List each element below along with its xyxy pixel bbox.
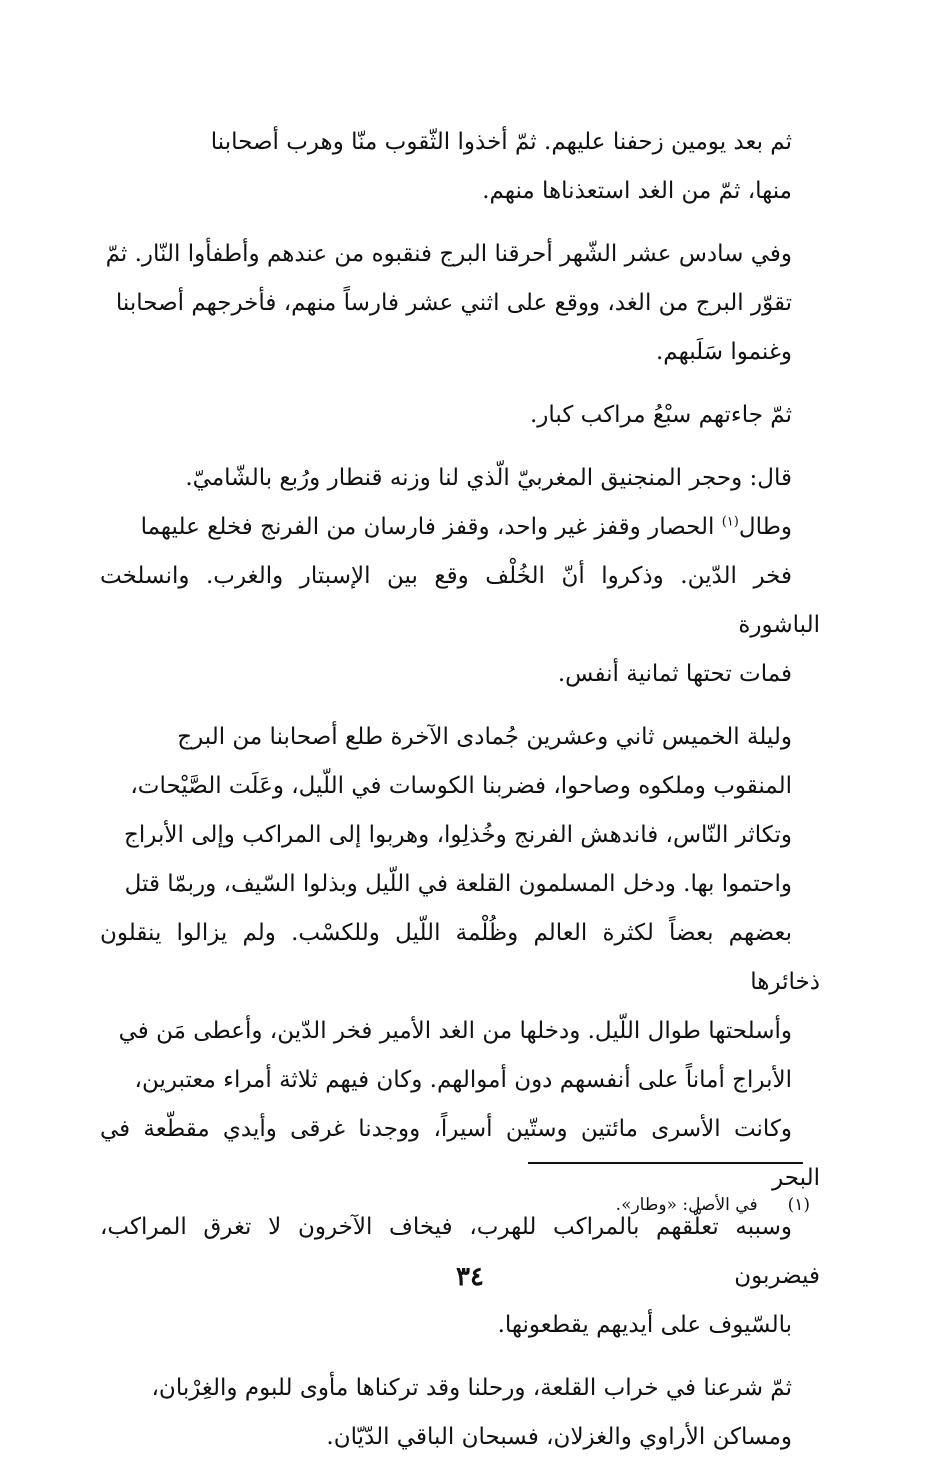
text-line: قال: وحجر المنجنيق المغربيّ الّذي لنا وزنه قنطار ورُبع بالشّاميّ. xyxy=(185,465,792,491)
text-line: وتكاثر النّاس، فاندهش الفرنج وخُذلِوا، وهربوا إلى المراكب وإلى الأبراج xyxy=(124,822,792,848)
text-line xyxy=(100,503,820,552)
footnote-divider xyxy=(528,1162,803,1164)
footnote-text: في الأصل: «وطار». xyxy=(615,1195,758,1215)
text-line: واحتموا بها. ودخل المسلمون القلعة في اللّيل وبذلوا السّيف، وربمّا قتل xyxy=(124,871,792,897)
text-line: ومساكن الأراوي والغزلان، فسبحان الباقي الدّيّان. xyxy=(326,1424,792,1450)
paragraph xyxy=(100,391,820,440)
text-line: المنقوب وملكوه وصاحوا، فضربنا الكوسات في اللّيل، وعَلَت الصَّيْحات، xyxy=(130,773,792,799)
text-fragment: وطال xyxy=(738,514,792,540)
page-number: ٣٤ xyxy=(456,1262,484,1292)
footnote-reference[interactable]: (١) xyxy=(721,514,739,530)
text-line: وأسلحتها طوال اللّيل. ودخلها من الغد الأمير فخر الدّين، وأعطى مَن في xyxy=(118,1018,792,1044)
text-line: ثمّ شرعنا في خراب القلعة، ورحلنا وقد تركناها مأوى للبوم والغِرْبان، xyxy=(151,1375,792,1401)
text-line: بالسّيوف على أيديهم يقطعونها. xyxy=(497,1312,792,1338)
text-line: فخر الدّين. وذكروا أنّ الخُلْف وقع بين الإسبتار والغرب. وانسلخت الباشورة xyxy=(100,563,820,638)
text-line: وغنموا سَلَبهم. xyxy=(655,339,792,365)
text-line: تقوّر البرج من الغد، ووقع على اثني عشر فارساً منهم، فأخرجهم أصحابنا xyxy=(115,290,792,316)
text-line: وسببه تعلّقهم بالمراكب للهرب، فيخاف الآخرون لا تغرق المراكب، فيضربون xyxy=(100,1214,820,1289)
text-line: منها، ثمّ من الغد استعذناها منهم. xyxy=(482,178,792,204)
text-line: فمات تحتها ثمانية أنفس. xyxy=(557,661,792,687)
text-fragment: الحصار وقفز غير واحد، وقفز فارسان من الفرنج فخلع عليهما xyxy=(140,514,722,540)
paragraph xyxy=(100,118,820,216)
text-line: وليلة الخميس ثاني وعشرين جُمادى الآخرة طلع أصحابنا من البرج xyxy=(177,724,792,750)
text-line: وفي سادس عشر الشّهر أحرقنا البرج فنقبوه من عندهم وأطفأوا النّار. ثمّ xyxy=(105,241,792,267)
paragraph xyxy=(100,713,820,1350)
text-line: ثمّ جاءتهم سبْعُ مراكب كبار. xyxy=(529,402,792,428)
text-line: الأبراج أماناً على أنفسهم دون أموالهم. وكان فيهم ثلاثة أمراء معتبرين، xyxy=(134,1067,792,1093)
text-line: بعضهم بعضاً لكثرة العالم وظُلْمة اللّيل وللكسْب. ولم يزالوا ينقلون ذخائرها xyxy=(100,920,820,995)
paragraph xyxy=(100,454,820,699)
paragraph xyxy=(100,230,820,377)
paragraph xyxy=(100,1364,820,1462)
text-line: ثم بعد يومين زحفنا عليهم. ثمّ أخذوا الثّقوب منّا وهرب أصحابنا xyxy=(210,129,792,155)
footnote-number: (١) xyxy=(787,1195,810,1215)
text-line: وكانت الأسرى مائتين وستّين أسيراً، ووجدنا غرقى وأيدي مقطّعة في البحر xyxy=(100,1116,820,1191)
footnote xyxy=(400,1192,810,1218)
